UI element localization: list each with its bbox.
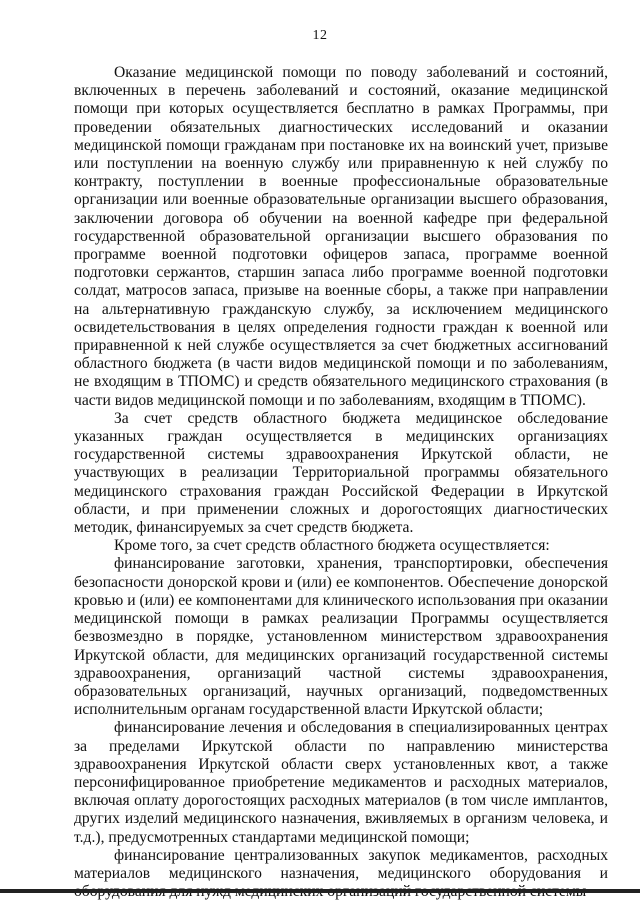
paragraph-regional-budget-exam: За счет средств областного бюджета медицинское обследование указанных граждан осуществляется в медицинских организациях государственной системы здравоохранения Иркутской области, не участвующих в реализации Территориальной программы обязательного медицинского страхования граждан Российской Федерации в Иркутской области, и при применении сложных и дорогостоящих диагностических методик, финансируемых за счет средств бюджета. bbox=[74, 409, 608, 537]
paragraph-military-medical: Оказание медицинской помощи по поводу заболеваний и состояний, включенных в перечень заболеваний и состояний, оказание медицинской помощи при которых осуществляется бесплатно в рамках Программы, при проведении обязательных диагностических исследований и оказании медицинской помощи гражданам при постановке их на воинский учет, призыве или поступлении на военную службу или приравненную к ней службу по контракту, поступлении в военные профессиональные образовательные организации или военные образовательные организации высшего образования, заключении договора об обучении на военной кафедре при федеральной государственной образовательной организации высшего образования по программе военной подготовки офицеров запаса, программе военной подготовки сержантов, старшин запаса либо программе военной подготовки солдат, матросов запаса, призыве на военные сборы, а также при направлении на альтернативную гражданскую службу, за исключением медицинского освидетельствования в целях определения годности граждан к военной или приравненной к ней службе осуществляется за счет бюджетных ассигнований областного бюджета (в части видов медицинской помощи и по заболеваниям, не входящим в ТПОМС) и средств обязательного медицинского страхования (в части видов медицинской помощи и по заболеваниям, входящим в ТПОМС). bbox=[74, 64, 608, 409]
paragraph-specialized-centers: финансирование лечения и обследования в специализированных центрах за пределами Иркутской области по направлению министерства здравоохранения Иркутской области сверх установленных квот, а также персонифицированное приобретение медикаментов и расходных материалов, включая оплату дорогостоящих расходных материалов (в том числе имплантов, других изделий медицинского назначения, вживляемых в организм человека, и т.д.), предусмотренных стандартами медицинской помощи; bbox=[74, 719, 608, 846]
paragraph-additionally: Кроме того, за счет средств областного бюджета осуществляется: bbox=[114, 537, 550, 555]
document-body bbox=[74, 64, 608, 901]
page-number: 12 bbox=[312, 28, 328, 43]
paragraph-centralized-purchases: финансирование централизованных закупок медикаментов, расходных материалов медицинского назначения, медицинского оборудования и bbox=[74, 846, 608, 882]
bottom-scan-edge bbox=[0, 889, 640, 893]
paragraph-donor-blood: финансирование заготовки, хранения, транспортировки, обеспечения безопасности донорской крови и (или) ее компонентов. Обеспечение донорской кровью и (или) ее компонентами для клинического использования при оказании медицинской помощи в рамках реализации Программы осуществляется безвозмездно в порядке, установленном министерством здравоохранения Иркутской области, для медицинских организаций государственной системы здравоохранения, организаций частной системы здравоохранения, образовательных организаций, научных организаций, подведомственных исполнительным органам государственной власти Иркутской области; bbox=[74, 555, 608, 719]
